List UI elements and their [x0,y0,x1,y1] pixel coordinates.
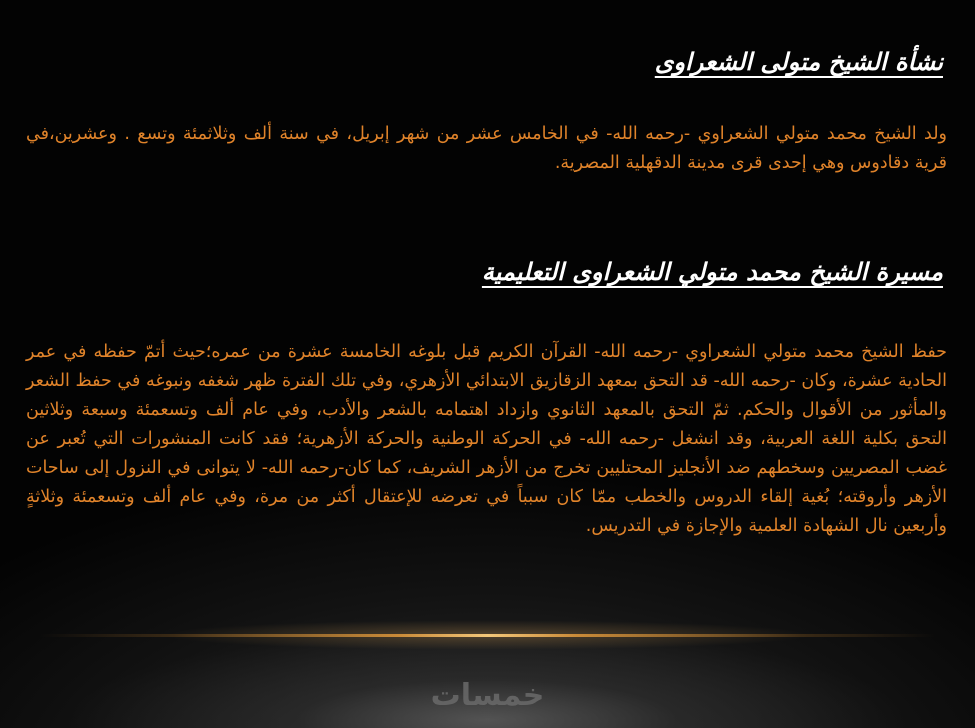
section-title-upbringing: نشأة الشيخ متولى الشعراوى [654,48,943,76]
watermark-logo: خمسات [430,678,545,713]
section-paragraph-upbringing: ولد الشيخ محمد متولي الشعراوي -رحمه الله- في الخامس عشر من شهر إبريل، في سنة ألف وثلاثمئة وتسع . وعشرين،في قرية دقادوس وهي إحدى قرى مدينة الدقهلية المصرية. [26,124,947,173]
decorative-divider-line [40,634,935,637]
section-paragraph-education: حفظ الشيخ محمد متولي الشعراوي -رحمه الله- القرآن الكريم قبل بلوغه الخامسة عشرة من عمره؛حيث أتمّ حفظه في عمر الحادية عشرة، وكان -رحمه الله- قد التحق بمعهد الزقازيق الابتدائي الأزهري، وفي تلك الفترة ظهر شغفه ونبوغه في حفظ الشعر والمأثور من الأقوال والحكم. ثمّ التحق بالمعهد الثانوي وازداد اهتمامه بالشعر والأدب، وفي عام ألف وتسعمئة وسبعة وثلاثين التحق بكلية اللغة العربية، وقد انشغل -رحمه الله- في الحركة الوطنية والحركة الأزهرية؛ فقد كانت المنشورات التي تُعبر عن غضب المصريين وسخطهم ضد الأنجليز المحتليين تخرج من الأزهر الشريف، كما كان-رحمه الله- لا يتوانى في النزول إلى ساحات الأزهر وأروقته؛ بُغية إلقاء الدروس والخطب ممّا كان سبباً في تعرضه للإعتقال أكثر من مرة، وفي عام ألف وتسعمئة وثلاثةٍ وأربعين نال الشهادة العلمية والإجازة في التدريس. [26,342,947,536]
section-title-education: مسيرة الشيخ محمد متولي الشعراوى التعليمية [481,258,943,286]
